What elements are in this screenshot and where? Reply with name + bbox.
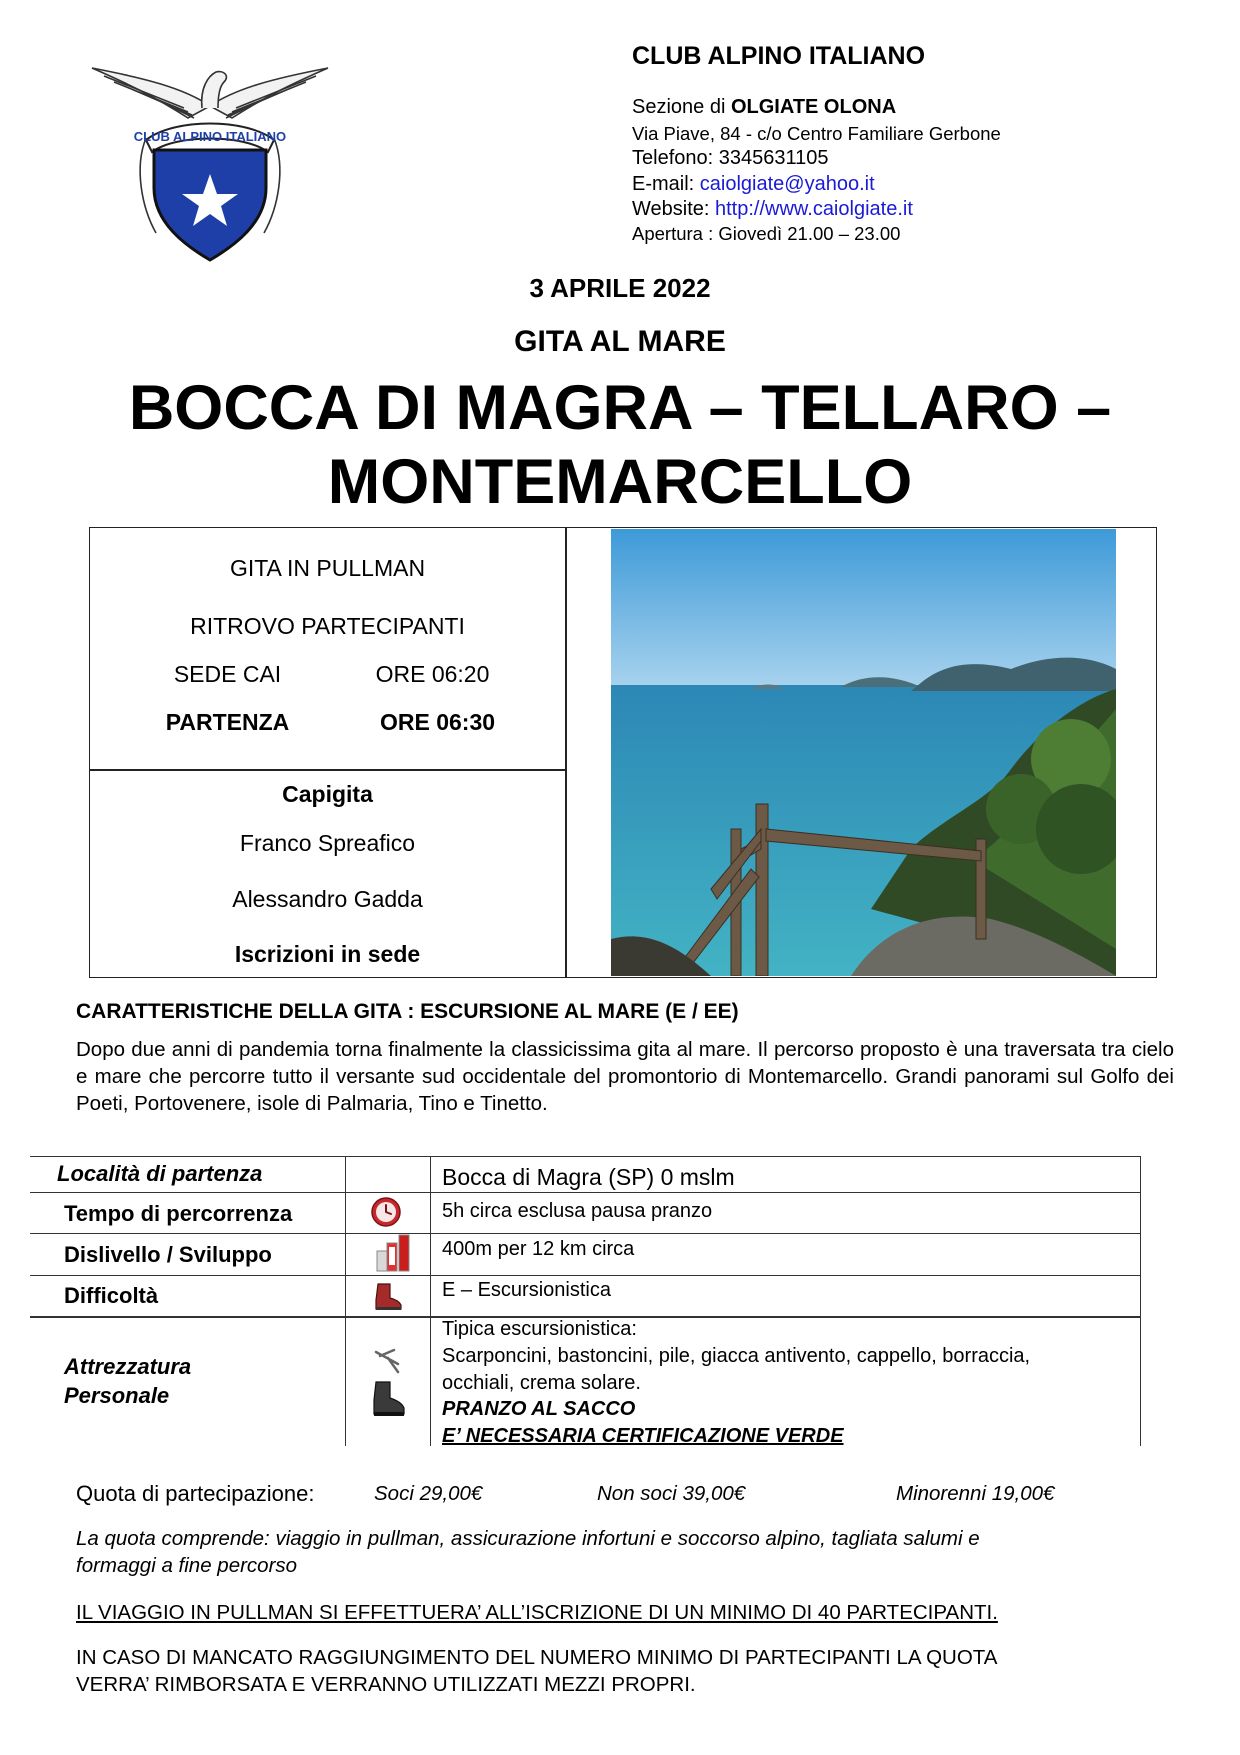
club-name: CLUB ALPINO ITALIANO	[632, 42, 926, 70]
refund-line-2: VERRA’ RIMBORSATA E VERRANNO UTILIZZATI MEZZI PROPRI.	[76, 1673, 696, 1696]
price-non-members: Non soci 39,00€	[597, 1482, 746, 1505]
event-title-line-1: BOCCA DI MAGRA – TELLARO –	[128, 373, 1112, 443]
includes-line-2: formaggi a fine percorso	[76, 1554, 298, 1577]
event-subtitle: GITA AL MARE	[514, 325, 726, 358]
logo-ribbon-text: CLUB ALPINO ITALIANO	[133, 129, 287, 144]
difficulty-label: Difficoltà	[64, 1283, 159, 1308]
refund-line-1: IN CASO DI MANCATO RAGGIUNGIMENTO DEL NUMERO MINIMO DI PARTECIPANTI LA QUOTA	[76, 1646, 998, 1669]
description-title: CARATTERISTICHE DELLA GITA : ESCURSIONE AL MARE (E / EE)	[76, 1000, 739, 1023]
cai-logo	[84, 48, 336, 263]
opening-hours: Apertura : Giovedì 21.00 – 23.00	[632, 223, 901, 244]
table-column-rule	[1140, 1156, 1141, 1446]
registration-note: Iscrizioni in sede	[234, 941, 421, 967]
meeting-place: SEDE CAI	[173, 661, 282, 687]
elevation-label: Dislivello / Sviluppo	[64, 1242, 272, 1267]
minimum-participants-note: IL VIAGGIO IN PULLMAN SI EFFETTUERA’ ALL’ISCRIZIONE DI UN MINIMO DI 40 PARTECIPANTI.	[76, 1601, 998, 1624]
meeting-time: ORE 06:20	[375, 661, 490, 687]
table-rule	[30, 1156, 1140, 1157]
email-link[interactable]: caiolgiate@yahoo.it	[699, 173, 875, 195]
time-value: 5h circa esclusa pausa pranzo	[442, 1200, 713, 1222]
seascape-photo	[611, 529, 1116, 976]
phone-label: Telefono:	[632, 147, 719, 169]
website-label: Website:	[632, 198, 715, 220]
clock-icon	[370, 1196, 402, 1228]
lunch-note: PRANZO AL SACCO	[442, 1398, 636, 1420]
address: Via Piave, 84 - c/o Centro Familiare Gerbone	[632, 123, 1001, 144]
departure-time: ORE 06:30	[379, 709, 496, 735]
leader-1: Franco Spreafico	[239, 830, 416, 856]
price-minors: Minorenni 19,00€	[896, 1482, 1055, 1505]
certificate-note: E’ NECESSARIA CERTIFICAZIONE VERDE	[442, 1425, 844, 1447]
equipment-icon	[368, 1348, 410, 1418]
elevation-icon	[375, 1233, 413, 1273]
pricing-label: Quota di partecipazione:	[76, 1481, 315, 1506]
box-divider-horizontal	[89, 769, 566, 771]
equipment-label-1: Attrezzatura	[64, 1354, 192, 1379]
equipment-list-1: Scarponcini, bastoncini, pile, giacca antivento, cappello, borraccia,	[442, 1345, 1031, 1367]
phone-line	[632, 146, 828, 170]
section-prefix: Sezione di	[632, 96, 731, 118]
table-rule	[30, 1233, 1140, 1234]
includes-line-1: La quota comprende: viaggio in pullman, assicurazione infortuni e soccorso alpino, tagliata salumi e	[76, 1527, 980, 1550]
meeting-label: RITROVO PARTECIPANTI	[190, 613, 465, 639]
elevation-value: 400m per 12 km circa	[442, 1238, 635, 1260]
boot-icon	[372, 1280, 404, 1312]
section-name: OLGIATE OLONA	[730, 96, 897, 118]
event-date: 3 APRILE 2022	[529, 273, 711, 303]
difficulty-value: E – Escursionistica	[442, 1279, 611, 1301]
section-line	[632, 95, 896, 119]
website-link[interactable]: http://www.caiolgiate.it	[715, 198, 913, 220]
description-body: Dopo due anni di pandemia torna finalmente la classicissima gita al mare. Il percorso proposto è una traversata tra cielo e mare che percorre tutto il versante sud occidentale del promontorio di Montemarcello. Grandi panorami sul Golfo dei Poeti, Portovenere, isole di Palmaria, Tino e Tinetto.	[76, 1038, 1174, 1115]
time-label: Tempo di percorrenza	[64, 1201, 293, 1226]
equipment-intro: Tipica escursionistica:	[442, 1318, 637, 1340]
table-rule	[30, 1192, 1140, 1193]
equipment-label-2: Personale	[64, 1383, 170, 1408]
leaders-label: Capigita	[282, 781, 373, 807]
departure-label: PARTENZA	[165, 709, 290, 735]
event-title-line-2: MONTEMARCELLO	[327, 447, 913, 517]
email-label: E-mail:	[632, 173, 700, 195]
table-column-rule	[345, 1156, 346, 1446]
website-line	[632, 197, 913, 221]
equipment-list-2: occhiali, crema solare.	[442, 1372, 641, 1394]
table-rule	[30, 1275, 1140, 1276]
table-column-rule	[430, 1156, 431, 1446]
start-label: Località di partenza	[57, 1161, 263, 1186]
phone-number: 3345631105	[718, 147, 829, 169]
leader-2: Alessandro Gadda	[232, 886, 423, 912]
price-members: Soci 29,00€	[374, 1482, 483, 1505]
start-value: Bocca di Magra (SP) 0 mslm	[442, 1164, 735, 1190]
transport: GITA IN PULLMAN	[229, 555, 426, 581]
email-line	[632, 172, 875, 196]
